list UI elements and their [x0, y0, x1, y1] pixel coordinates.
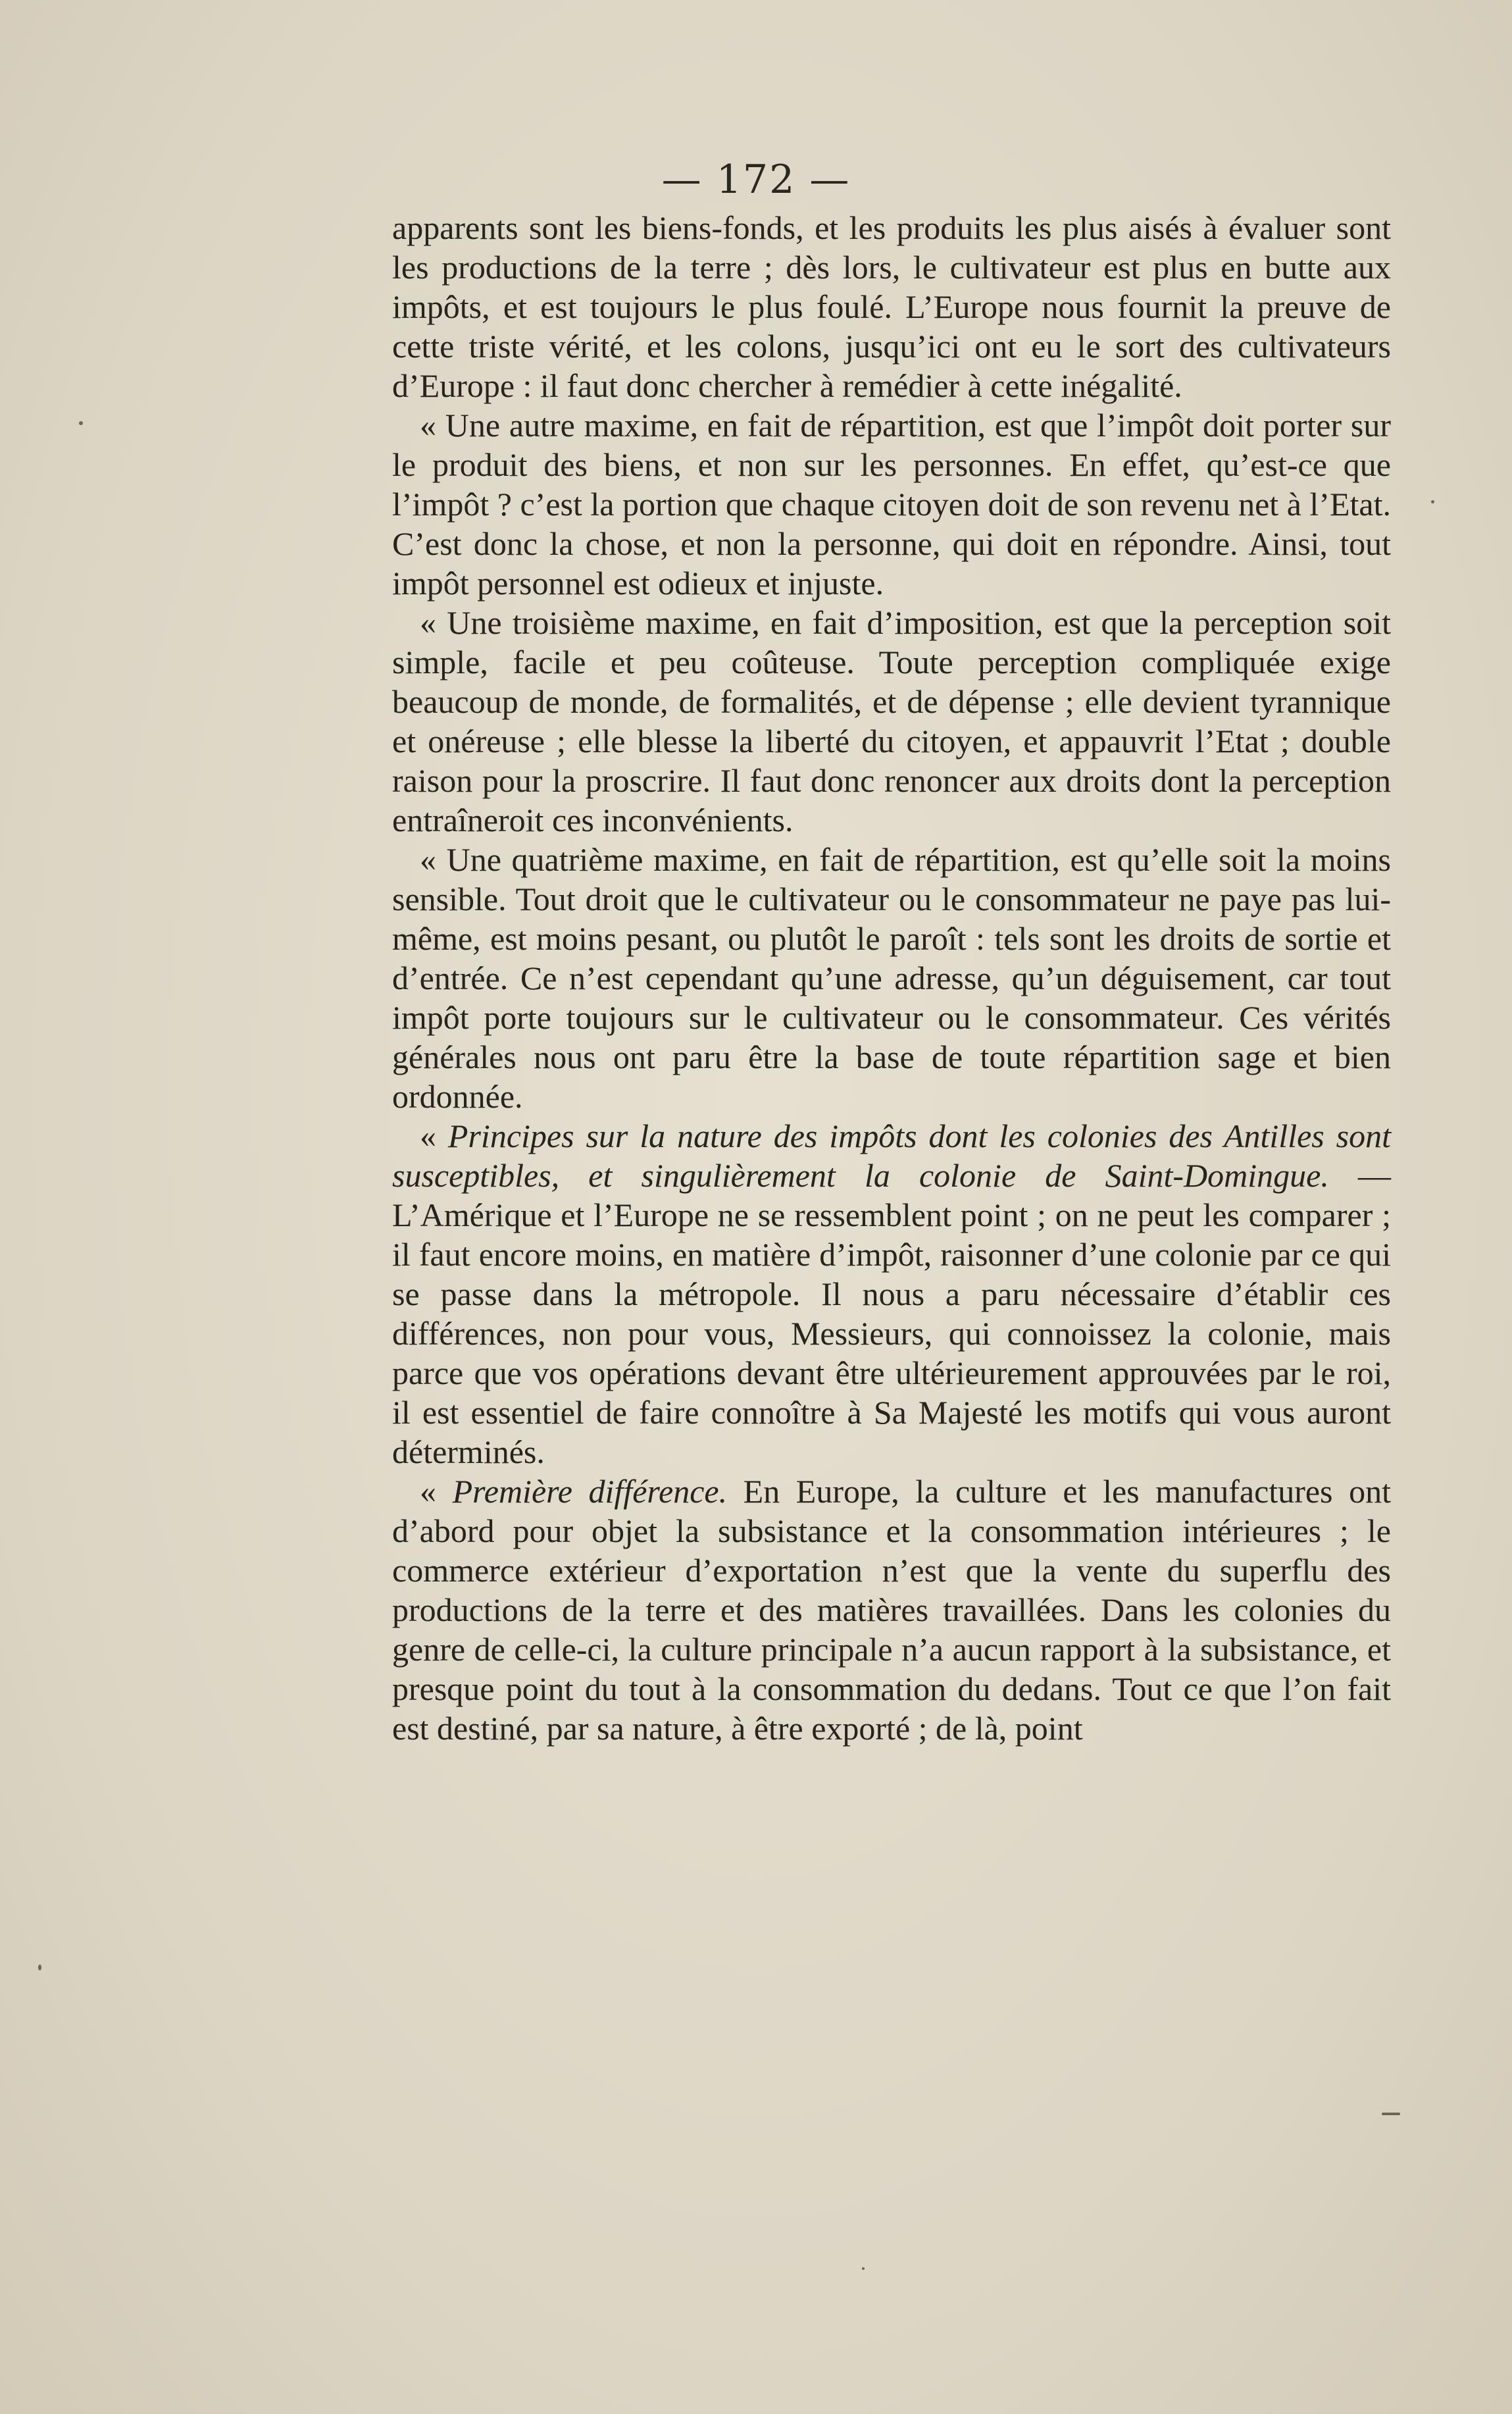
- paragraph-3: « Une troisième maxime, en fait d’imposition, est que la perception soit simple, facile et peu coûteuse. Toute perception compliquée exige beaucoup de monde, de formalités, et de dépense ; elle devient tyrannique et onéreuse ; elle blesse la liberté du citoyen, et appauvrit l’Etat ; double raison pour la proscrire. Il faut donc renoncer aux droits dont la perception entraîneroit ces inconvénients.: [392, 604, 1391, 838]
- paragraph-6-heading: Première différence.: [452, 1473, 728, 1510]
- paragraph-4: « Une quatrième maxime, en fait de répartition, est qu’elle soit la moins sensible. Tout droit que le cultivateur ou le consommateur ne paye pas lui-même, est moins pesant, ou plutôt le paroît : tels sont les droits de sortie et d’entrée. Ce n’est cependant qu’une adresse, qu’un déguisement, car tout impôt porte toujours sur le cultivateur ou le consommateur. Ces vérités générales nous ont paru être la base de toute répartition sage et bien ordonnée.: [392, 841, 1391, 1115]
- paper-speck: [38, 1965, 41, 1970]
- paragraph-1: apparents sont les biens-fonds, et les produits les plus aisés à évaluer sont les productions de la terre ; dès lors, le cultivateur est plus en butte aux impôts, et est toujours le plus foulé. L’Europe nous fournit la preuve de cette triste vérité, et les colons, jusqu’ici ont eu le sort des cultivateurs d’Europe : il faut donc chercher à remédier à cette inégalité.: [392, 209, 1391, 404]
- body-text: [392, 208, 1391, 1748]
- paragraph-5-text: — L’Amérique et l’Europe ne se ressemblent point ; on ne peut les comparer ; il faut encore moins, en matière d’impôt, raisonner d’une colonie par ce qui se passe dans la métropole. Il nous a paru nécessaire d’établir ces différences, non pour vous, Messieurs, qui connoissez la colonie, mais parce que vos opérations devant être ultérieurement approuvées par le roi, il est essentiel de faire connoître à Sa Majesté les motifs qui vous auront déterminés.: [392, 1157, 1391, 1470]
- page-number: — 172 —: [661, 157, 851, 203]
- paper-speck: [1431, 500, 1434, 503]
- paragraph-6: [392, 1472, 1391, 1748]
- paragraph-6-lead: «: [420, 1473, 453, 1510]
- paper-speck: [1382, 2113, 1400, 2115]
- paragraph-2: « Une autre maxime, en fait de répartition, est que l’impôt doit porter sur le produit des biens, et non sur les personnes. En effet, qu’est-ce que l’impôt ? c’est la portion que chaque citoyen doit de son revenu net à l’Etat. C’est donc la chose, et non la personne, qui doit en répondre. Ainsi, tout impôt personnel est odieux et injuste.: [392, 407, 1391, 602]
- paper-speck: [862, 2267, 865, 2270]
- paragraph-5: [392, 1116, 1391, 1472]
- paper-speck: [79, 421, 83, 425]
- paragraph-5-lead: «: [420, 1117, 448, 1154]
- paragraph-5-heading: Principes sur la nature des impôts dont les colonies des Antilles sont susceptibles, et singulièrement la colonie de Saint-Domingue.: [392, 1117, 1391, 1194]
- paragraph-6-text: En Europe, la culture et les manufactures ont d’abord pour objet la subsistance et la consommation intérieures ; le commerce extérieur d’exportation n’est que la vente du superflu des productions de la terre et des matières travaillées. Dans les colonies du genre de celle-ci, la culture principale n’a aucun rapport à la subsistance, et presque point du tout à la consommation du dedans. Tout ce que l’on fait est destiné, par sa nature, à être exporté ; de là, point: [392, 1473, 1391, 1747]
